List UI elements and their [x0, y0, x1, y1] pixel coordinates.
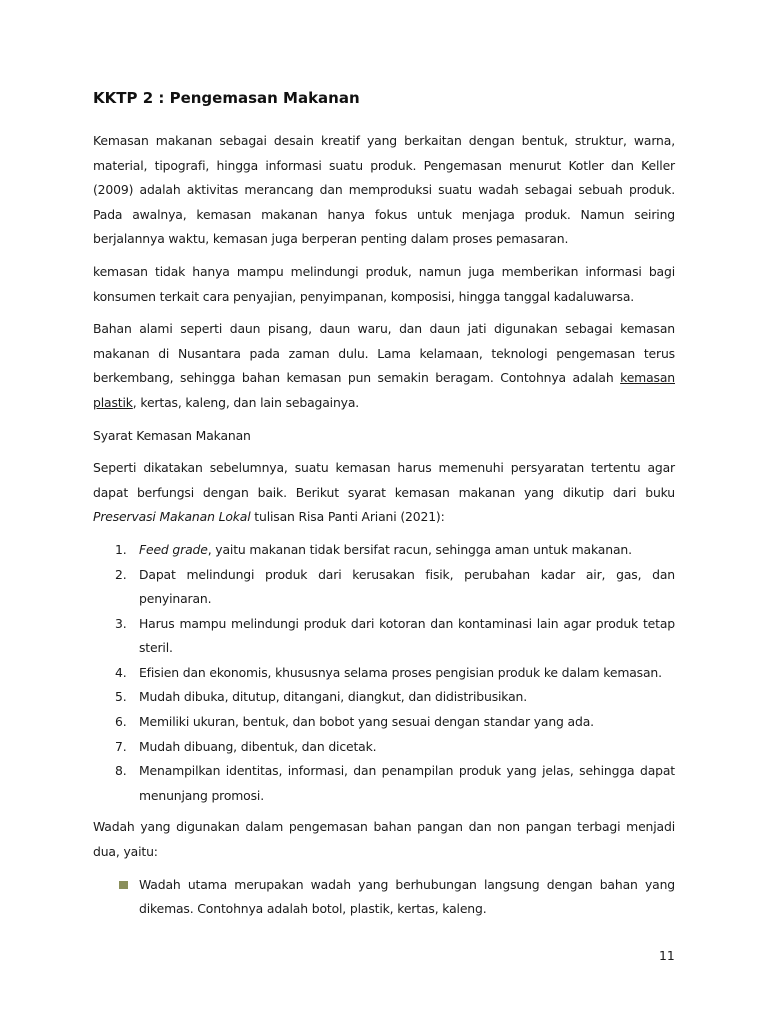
list-item [93, 759, 675, 808]
paragraph-requirements-text-a: Seperti dikatakan sebelumnya, suatu kemasan harus memenuhi persyaratan tertentu agar dapat berfungsi dengan baik. Berikut syarat kemasan makanan yang dikutip dari buku [93, 460, 675, 500]
list-item [93, 538, 675, 563]
paragraph-containers-intro: Wadah yang digunakan dalam pengemasan bahan pangan dan non pangan terbagi menjadi dua, yaitu: [93, 819, 675, 860]
book-title: Preservasi Makanan Lokal [93, 509, 251, 525]
page-number: 11 [659, 948, 675, 963]
list-item [93, 735, 675, 760]
list-item-text: Memiliki ukuran, bentuk, dan bobot yang sesuai dengan standar yang ada. [139, 714, 594, 730]
list-item [93, 563, 675, 612]
list-item-number: 3. [115, 615, 127, 631]
list-item-text: Wadah utama merupakan wadah yang berhubungan langsung dengan bahan yang dikemas. Contohnya adalah botol, plastik, kertas, kaleng. [139, 876, 675, 917]
list-item [93, 661, 675, 686]
list-item-number: 7. [115, 738, 127, 754]
paragraph-intro: Kemasan makanan sebagai desain kreatif yang berkaitan dengan bentuk, struktur, warna, material, tipografi, hingga informasi suatu produk. Pengemasan menurut Kotler dan Keller (2009) adalah aktivitas merancang dan memproduksi suatu wadah sebagai sebuah produk. Pada awalnya, kemasan makanan hanya fokus untuk menjaga produk. Namun seiring berjalannya waktu, kemasan juga berperan penting dalam proses pemasaran. [93, 133, 675, 247]
list-item-number: 2. [115, 566, 127, 582]
requirements-list [93, 538, 675, 809]
list-item-text: Mudah dibuang, dibentuk, dan dicetak. [139, 738, 377, 754]
list-item-italic: Feed grade [139, 541, 208, 557]
paragraph-requirements-intro [93, 456, 675, 530]
list-item-text: Harus mampu melindungi produk dari kotoran dan kontaminasi lain agar produk tetap steril. [139, 615, 675, 656]
list-item-number: 1. [115, 541, 127, 557]
list-item-text: Dapat melindungi produk dari kerusakan fisik, perubahan kadar air, gas, dan penyinaran. [139, 566, 675, 607]
list-item-number: 5. [115, 689, 127, 705]
list-item [93, 612, 675, 661]
list-item-text: Efisien dan ekonomis, khususnya selama proses pengisian produk ke dalam kemasan. [139, 664, 662, 680]
list-item-number: 8. [115, 763, 127, 779]
containers-list [93, 873, 675, 922]
subheading-requirements: Syarat Kemasan Makanan [93, 427, 251, 443]
list-item [93, 873, 675, 922]
document-page [93, 88, 675, 922]
list-item [93, 685, 675, 710]
paragraph-packaging-info: kemasan tidak hanya mampu melindungi produk, namun juga memberikan informasi bagi konsumen terkait cara penyajian, penyimpanan, komposisi, hingga tanggal kadaluwarsa. [93, 263, 675, 304]
list-item [93, 710, 675, 735]
paragraph-materials-text-b: , kertas, kaleng, dan lain sebagainya. [132, 394, 360, 410]
square-bullet-icon [119, 881, 128, 889]
list-item-text: Mudah dibuka, ditutup, ditangani, diangkut, dan didistribusikan. [139, 689, 528, 705]
list-item-text: Menampilkan identitas, informasi, dan penampilan produk yang jelas, sehingga dapat menunjang promosi. [139, 763, 675, 803]
paragraph-materials-text-a: Bahan alami seperti daun pisang, daun waru, dan daun jati digunakan sebagai kemasan makanan di Nusantara pada zaman dulu. Lama kelamaan, teknologi pengemasan terus berkembang, sehingga bahan kemasan pun semakin beragam. Contohnya adalah [93, 321, 675, 386]
list-item-text: , yaitu makanan tidak bersifat racun, sehingga aman untuk makanan. [207, 541, 632, 557]
paragraph-materials [93, 317, 675, 415]
list-item-number: 4. [115, 664, 127, 680]
list-item-number: 6. [115, 714, 127, 730]
paragraph-requirements-text-b: tulisan Risa Panti Ariani (2021): [250, 509, 445, 525]
plastic-packaging-link[interactable]: kemasan plastik [93, 370, 675, 410]
page-title: KKTP 2 : Pengemasan Makanan [93, 89, 360, 107]
